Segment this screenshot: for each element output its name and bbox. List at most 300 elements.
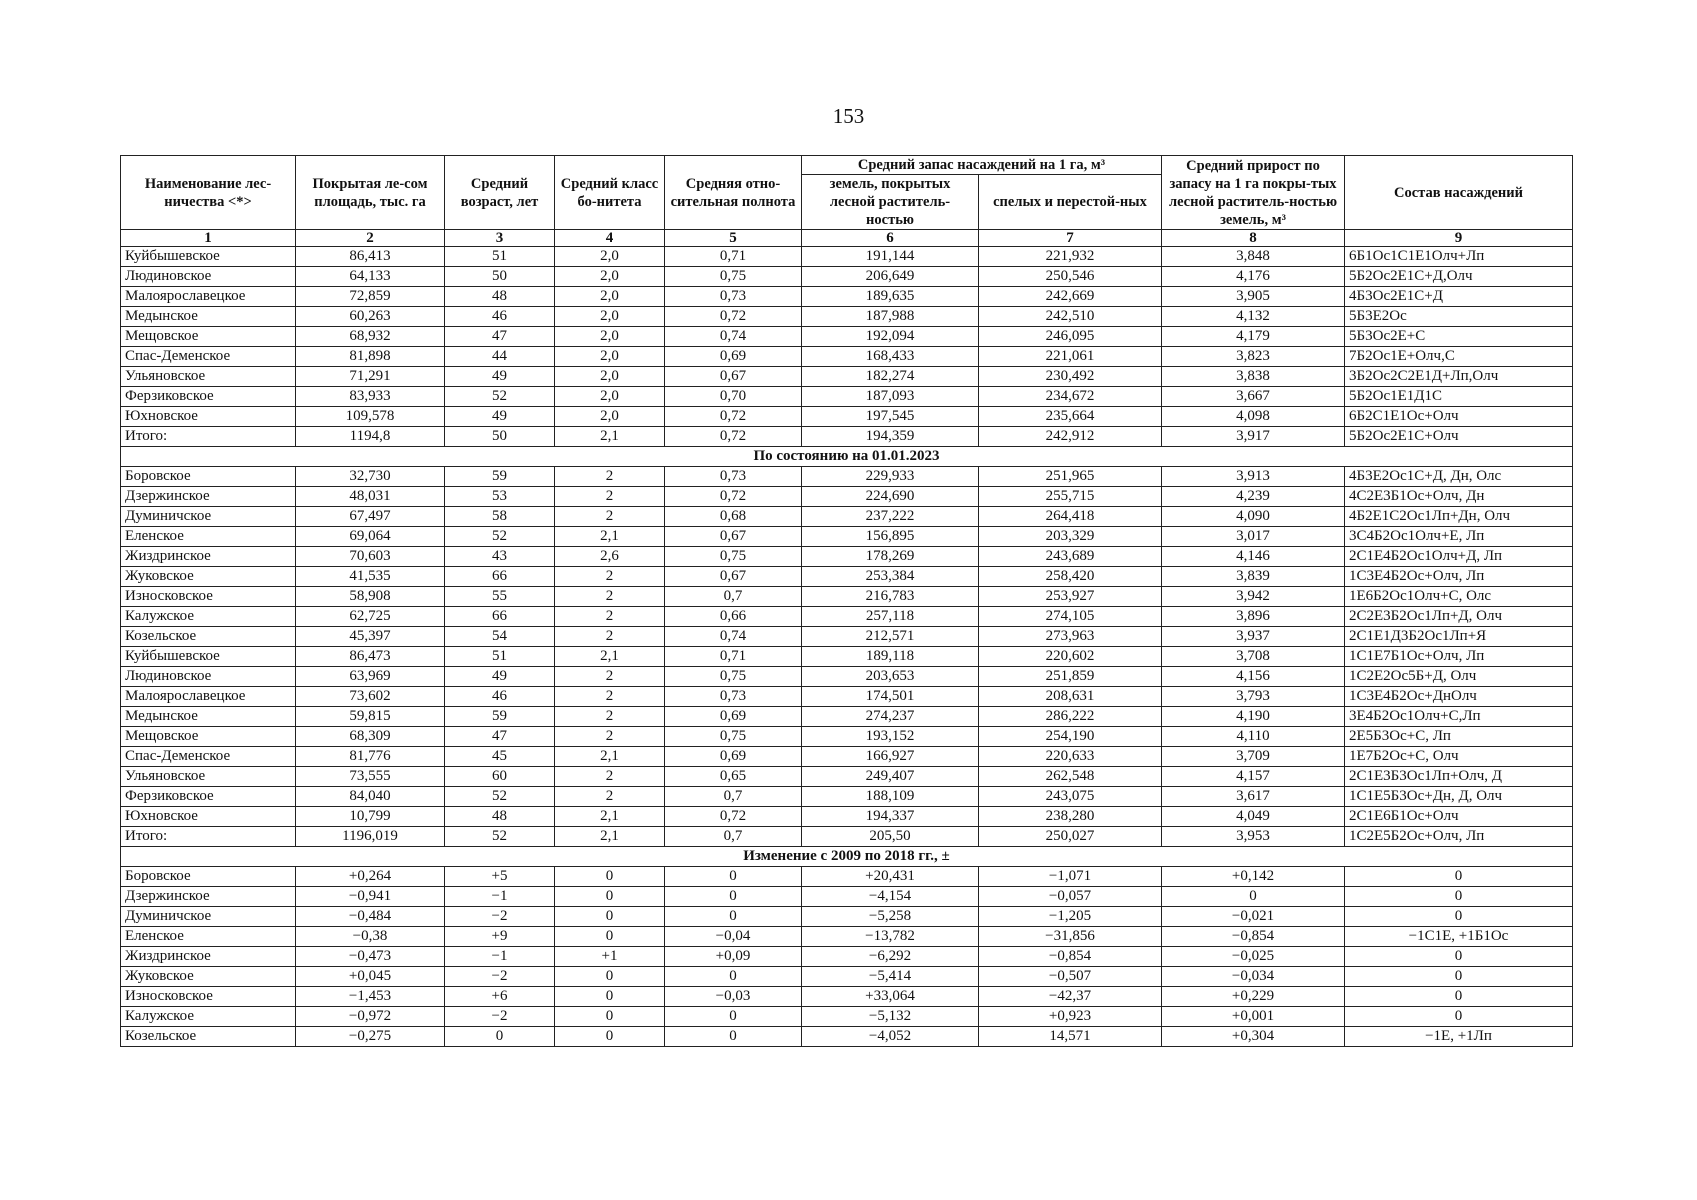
cell-stand-composition: 5Б2Ос2Е1С+Олч (1345, 427, 1573, 447)
table-header (121, 156, 1573, 247)
cell-bonitet-class: 0 (555, 867, 665, 887)
cell-forestry-name: Медынское (121, 307, 296, 327)
cell-average-growth: +0,142 (1162, 867, 1345, 887)
cell-average-growth: −0,021 (1162, 907, 1345, 927)
cell-bonitet-class: 2,6 (555, 547, 665, 567)
cell-stock-mature: 250,027 (979, 827, 1162, 847)
cell-forest-area: 64,133 (296, 267, 445, 287)
cell-stock-forested-land: 212,571 (802, 627, 979, 647)
cell-stock-mature: 273,963 (979, 627, 1162, 647)
cell-bonitet-class: 2,0 (555, 347, 665, 367)
cell-stand-composition: 0 (1345, 887, 1573, 907)
cell-bonitet-class: 2,1 (555, 807, 665, 827)
table-row (121, 467, 1573, 487)
cell-relative-density: 0,72 (665, 427, 802, 447)
cell-stock-forested-land: 166,927 (802, 747, 979, 767)
cell-bonitet-class: 0 (555, 967, 665, 987)
cell-relative-density: 0,72 (665, 487, 802, 507)
cell-average-growth: 4,049 (1162, 807, 1345, 827)
cell-stock-mature: 246,095 (979, 327, 1162, 347)
cell-stock-mature: 262,548 (979, 767, 1162, 787)
cell-average-growth: 4,179 (1162, 327, 1345, 347)
cell-forest-area: 67,497 (296, 507, 445, 527)
cell-stock-mature: 221,932 (979, 247, 1162, 267)
cell-stand-composition: 1С1Е5Б3Ос+Дн, Д, Олч (1345, 787, 1573, 807)
cell-forest-area: 73,602 (296, 687, 445, 707)
table-row (121, 807, 1573, 827)
cell-stock-forested-land: 205,50 (802, 827, 979, 847)
column-number: 5 (665, 230, 802, 247)
cell-bonitet-class: 2,1 (555, 827, 665, 847)
cell-stock-mature: −42,37 (979, 987, 1162, 1007)
cell-stand-composition: 4Б3Е2Ос1С+Д, Дн, Олс (1345, 467, 1573, 487)
cell-stock-mature: 264,418 (979, 507, 1162, 527)
cell-relative-density: 0,70 (665, 387, 802, 407)
cell-stock-forested-land: −13,782 (802, 927, 979, 947)
cell-bonitet-class: 0 (555, 907, 665, 927)
forestry-table (120, 155, 1573, 1047)
cell-relative-density: 0 (665, 867, 802, 887)
cell-stand-composition: 0 (1345, 867, 1573, 887)
cell-bonitet-class: 2 (555, 727, 665, 747)
section-3-title-body (121, 847, 1573, 867)
column-number: 3 (445, 230, 555, 247)
cell-stock-mature: 243,075 (979, 787, 1162, 807)
cell-stock-mature: 255,715 (979, 487, 1162, 507)
table-row (121, 307, 1573, 327)
section-2-title: По состоянию на 01.01.2023 (121, 447, 1573, 467)
cell-bonitet-class: 2 (555, 707, 665, 727)
cell-forest-area: −1,453 (296, 987, 445, 1007)
cell-stock-forested-land: 192,094 (802, 327, 979, 347)
cell-stock-forested-land: 194,359 (802, 427, 979, 447)
cell-stand-composition: 1С3Е4Б2Ос+Олч, Лп (1345, 567, 1573, 587)
cell-bonitet-class: 2 (555, 767, 665, 787)
cell-forestry-name: Спас-Деменское (121, 747, 296, 767)
cell-forest-area: 109,578 (296, 407, 445, 427)
cell-average-age: 49 (445, 367, 555, 387)
cell-stock-forested-land: 194,337 (802, 807, 979, 827)
table-row (121, 827, 1573, 847)
cell-forest-area: −0,473 (296, 947, 445, 967)
table-row (121, 287, 1573, 307)
cell-stock-forested-land: 189,118 (802, 647, 979, 667)
cell-stand-composition: 2Е5Б3Ос+С, Лп (1345, 727, 1573, 747)
cell-stand-composition: 4Б2Е1С2Ос1Лп+Дн, Олч (1345, 507, 1573, 527)
cell-bonitet-class: 0 (555, 1007, 665, 1027)
cell-forestry-name: Итого: (121, 427, 296, 447)
cell-stand-composition: 2С1Е4Б2Ос1Олч+Д, Лп (1345, 547, 1573, 567)
cell-forest-area: +0,045 (296, 967, 445, 987)
cell-stock-forested-land: 182,274 (802, 367, 979, 387)
table-row (121, 247, 1573, 267)
cell-average-growth: 3,708 (1162, 647, 1345, 667)
cell-forest-area: 84,040 (296, 787, 445, 807)
section-3-body (121, 867, 1573, 1047)
cell-average-growth: 3,839 (1162, 567, 1345, 587)
cell-stock-forested-land: 174,501 (802, 687, 979, 707)
cell-stock-mature: 230,492 (979, 367, 1162, 387)
table-row (121, 867, 1573, 887)
cell-relative-density: 0 (665, 967, 802, 987)
header-bonitet-class: Средний класс бо-нитета (555, 156, 665, 230)
header-forest-area: Покрытая ле-сом площадь, тыс. га (296, 156, 445, 230)
table-row (121, 747, 1573, 767)
cell-average-age: 50 (445, 267, 555, 287)
cell-average-age: −1 (445, 887, 555, 907)
cell-stock-forested-land: +20,431 (802, 867, 979, 887)
cell-stock-forested-land: −5,258 (802, 907, 979, 927)
cell-stock-forested-land: 197,545 (802, 407, 979, 427)
cell-average-growth: 4,132 (1162, 307, 1345, 327)
cell-forest-area: +0,264 (296, 867, 445, 887)
cell-stock-mature: 253,927 (979, 587, 1162, 607)
cell-average-growth: −0,854 (1162, 927, 1345, 947)
cell-stock-mature: −1,071 (979, 867, 1162, 887)
cell-average-growth: 4,110 (1162, 727, 1345, 747)
table-row (121, 607, 1573, 627)
cell-stock-mature: 254,190 (979, 727, 1162, 747)
cell-average-growth: 3,913 (1162, 467, 1345, 487)
cell-bonitet-class: 2,1 (555, 747, 665, 767)
cell-stock-mature: 251,965 (979, 467, 1162, 487)
cell-average-growth: 3,017 (1162, 527, 1345, 547)
cell-average-growth: +0,001 (1162, 1007, 1345, 1027)
cell-average-age: 54 (445, 627, 555, 647)
cell-relative-density: 0,74 (665, 627, 802, 647)
cell-stock-forested-land: 156,895 (802, 527, 979, 547)
cell-stand-composition: 5Б2Ос2Е1С+Д,Олч (1345, 267, 1573, 287)
cell-average-age: 52 (445, 827, 555, 847)
cell-average-age: 52 (445, 527, 555, 547)
cell-forest-area: 71,291 (296, 367, 445, 387)
cell-forestry-name: Ульяновское (121, 367, 296, 387)
table-row (121, 327, 1573, 347)
cell-stock-forested-land: 178,269 (802, 547, 979, 567)
cell-forest-area: −0,972 (296, 1007, 445, 1027)
cell-relative-density: 0,75 (665, 547, 802, 567)
cell-forest-area: 1196,019 (296, 827, 445, 847)
cell-stand-composition: 1Е6Б2Ос1Олч+С, Олс (1345, 587, 1573, 607)
cell-average-age: 0 (445, 1027, 555, 1047)
cell-average-growth: 3,838 (1162, 367, 1345, 387)
cell-forest-area: 70,603 (296, 547, 445, 567)
table-row (121, 887, 1573, 907)
cell-relative-density: 0,72 (665, 307, 802, 327)
cell-average-growth: 4,239 (1162, 487, 1345, 507)
cell-forestry-name: Итого: (121, 827, 296, 847)
cell-average-age: +9 (445, 927, 555, 947)
cell-stock-mature: 242,912 (979, 427, 1162, 447)
cell-relative-density: 0,74 (665, 327, 802, 347)
cell-average-growth: 3,953 (1162, 827, 1345, 847)
cell-forestry-name: Куйбышевское (121, 647, 296, 667)
table-row (121, 567, 1573, 587)
cell-stock-mature: 274,105 (979, 607, 1162, 627)
cell-average-age: 52 (445, 787, 555, 807)
cell-bonitet-class: 2,1 (555, 527, 665, 547)
table-row (121, 987, 1573, 1007)
cell-forestry-name: Жиздринское (121, 547, 296, 567)
cell-forestry-name: Жиздринское (121, 947, 296, 967)
table-row (121, 367, 1573, 387)
cell-forestry-name: Спас-Деменское (121, 347, 296, 367)
cell-stock-mature: 234,672 (979, 387, 1162, 407)
cell-stand-composition: 2С1Е1Д3Б2Ос1Лп+Я (1345, 627, 1573, 647)
cell-stock-forested-land: 189,635 (802, 287, 979, 307)
cell-average-age: 48 (445, 807, 555, 827)
table-row (121, 667, 1573, 687)
cell-stock-mature: −0,854 (979, 947, 1162, 967)
header-forestry-name: Наименование лес-ничества <*> (121, 156, 296, 230)
cell-forest-area: 1194,8 (296, 427, 445, 447)
column-number: 6 (802, 230, 979, 247)
cell-stock-mature: −1,205 (979, 907, 1162, 927)
cell-average-growth: 4,146 (1162, 547, 1345, 567)
cell-average-growth: 0 (1162, 887, 1345, 907)
cell-relative-density: 0,67 (665, 367, 802, 387)
cell-bonitet-class: 0 (555, 887, 665, 907)
column-number: 8 (1162, 230, 1345, 247)
cell-stock-forested-land: −5,132 (802, 1007, 979, 1027)
cell-forest-area: −0,275 (296, 1027, 445, 1047)
cell-average-growth: +0,229 (1162, 987, 1345, 1007)
section-2-body (121, 467, 1573, 847)
cell-forestry-name: Малоярославецкое (121, 687, 296, 707)
cell-stand-composition: 6Б2С1Е1Ос+Олч (1345, 407, 1573, 427)
cell-average-age: 44 (445, 347, 555, 367)
cell-stand-composition: 1С2Е5Б2Ос+Олч, Лп (1345, 827, 1573, 847)
table-row (121, 487, 1573, 507)
cell-average-growth: 3,848 (1162, 247, 1345, 267)
header-average-growth: Средний прирост по запасу на 1 га покры-тых лесной раститель-ностью земель, м³ (1162, 156, 1345, 230)
cell-forestry-name: Жуковское (121, 567, 296, 587)
cell-stand-composition: 3Б2Ос2С2Е1Д+Лп,Олч (1345, 367, 1573, 387)
cell-stand-composition: 1С2Е2Ос5Б+Д, Олч (1345, 667, 1573, 687)
cell-average-age: 51 (445, 247, 555, 267)
cell-forestry-name: Ферзиковское (121, 787, 296, 807)
cell-relative-density: 0,69 (665, 747, 802, 767)
table-row (121, 787, 1573, 807)
table-row (121, 727, 1573, 747)
table-row (121, 687, 1573, 707)
cell-forestry-name: Юхновское (121, 407, 296, 427)
cell-average-age: 66 (445, 607, 555, 627)
cell-forestry-name: Износковское (121, 987, 296, 1007)
cell-forestry-name: Жуковское (121, 967, 296, 987)
cell-forestry-name: Куйбышевское (121, 247, 296, 267)
cell-stock-mature: 221,061 (979, 347, 1162, 367)
cell-stock-forested-land: 249,407 (802, 767, 979, 787)
cell-forest-area: 83,933 (296, 387, 445, 407)
cell-bonitet-class: 2,0 (555, 407, 665, 427)
cell-stand-composition: 4Б3Ос2Е1С+Д (1345, 287, 1573, 307)
cell-relative-density: 0,71 (665, 247, 802, 267)
cell-bonitet-class: 2 (555, 687, 665, 707)
cell-forestry-name: Износковское (121, 587, 296, 607)
cell-forestry-name: Боровское (121, 867, 296, 887)
cell-forestry-name: Еленское (121, 927, 296, 947)
cell-average-age: −2 (445, 967, 555, 987)
cell-stand-composition: 5Б2Ос1Е1Д1С (1345, 387, 1573, 407)
cell-forestry-name: Козельское (121, 1027, 296, 1047)
column-number: 4 (555, 230, 665, 247)
cell-stand-composition: 0 (1345, 987, 1573, 1007)
cell-forest-area: 59,815 (296, 707, 445, 727)
page-number: 153 (832, 104, 865, 128)
cell-relative-density: 0,66 (665, 607, 802, 627)
cell-stand-composition: 2С1Е6Б1Ос+Олч (1345, 807, 1573, 827)
cell-stock-mature: 14,571 (979, 1027, 1162, 1047)
cell-average-growth: −0,025 (1162, 947, 1345, 967)
cell-forestry-name: Юхновское (121, 807, 296, 827)
cell-forest-area: 58,908 (296, 587, 445, 607)
table-row (121, 347, 1573, 367)
cell-stock-mature: −0,057 (979, 887, 1162, 907)
cell-stock-mature: 220,633 (979, 747, 1162, 767)
section-3-title: Изменение с 2009 по 2018 гг., ± (121, 847, 1573, 867)
cell-forestry-name: Думиничское (121, 907, 296, 927)
cell-average-age: 59 (445, 467, 555, 487)
cell-stock-forested-land: +33,064 (802, 987, 979, 1007)
table-row (121, 647, 1573, 667)
cell-stock-forested-land: 187,093 (802, 387, 979, 407)
cell-stand-composition: 5Б3Е2Ос (1345, 307, 1573, 327)
cell-stand-composition: 2С2Е3Б2Ос1Лп+Д, Олч (1345, 607, 1573, 627)
cell-average-growth: 3,823 (1162, 347, 1345, 367)
cell-average-age: −1 (445, 947, 555, 967)
cell-forestry-name: Еленское (121, 527, 296, 547)
cell-stock-forested-land: 224,690 (802, 487, 979, 507)
cell-stock-forested-land: 253,384 (802, 567, 979, 587)
cell-forest-area: 81,776 (296, 747, 445, 767)
cell-stand-composition: 0 (1345, 967, 1573, 987)
cell-average-growth: 4,190 (1162, 707, 1345, 727)
cell-bonitet-class: 2 (555, 507, 665, 527)
cell-forestry-name: Дзержинское (121, 887, 296, 907)
cell-average-age: 52 (445, 387, 555, 407)
cell-average-age: 66 (445, 567, 555, 587)
cell-forestry-name: Мещовское (121, 327, 296, 347)
table-row (121, 587, 1573, 607)
header-stock-mature: спелых и перестой-ных (979, 175, 1162, 230)
cell-stock-mature: 251,859 (979, 667, 1162, 687)
cell-average-age: +5 (445, 867, 555, 887)
cell-bonitet-class: 2,1 (555, 647, 665, 667)
cell-stock-mature: +0,923 (979, 1007, 1162, 1027)
cell-relative-density: −0,04 (665, 927, 802, 947)
cell-forest-area: 63,969 (296, 667, 445, 687)
cell-stand-composition: 0 (1345, 947, 1573, 967)
section-1-body (121, 247, 1573, 447)
cell-relative-density: 0,75 (665, 267, 802, 287)
table-row (121, 767, 1573, 787)
column-number: 9 (1345, 230, 1573, 247)
cell-stand-composition: 7Б2Ос1Е+Олч,С (1345, 347, 1573, 367)
cell-bonitet-class: 0 (555, 927, 665, 947)
cell-bonitet-class: 0 (555, 1027, 665, 1047)
cell-stand-composition: 6Б1Ос1С1Е1Олч+Лп (1345, 247, 1573, 267)
table-row (121, 907, 1573, 927)
cell-stock-forested-land: 206,649 (802, 267, 979, 287)
cell-bonitet-class: 2,0 (555, 267, 665, 287)
cell-average-growth: −0,034 (1162, 967, 1345, 987)
table-row (121, 407, 1573, 427)
cell-average-age: −2 (445, 1007, 555, 1027)
cell-bonitet-class: 2,0 (555, 327, 665, 347)
cell-forest-area: −0,38 (296, 927, 445, 947)
cell-stock-forested-land: −4,052 (802, 1027, 979, 1047)
cell-average-growth: 3,942 (1162, 587, 1345, 607)
cell-average-age: 51 (445, 647, 555, 667)
cell-average-growth: 4,098 (1162, 407, 1345, 427)
header-relative-density: Средняя отно-сительная полнота (665, 156, 802, 230)
cell-average-growth: 3,917 (1162, 427, 1345, 447)
cell-forest-area: 69,064 (296, 527, 445, 547)
cell-average-growth: 4,156 (1162, 667, 1345, 687)
cell-average-age: 43 (445, 547, 555, 567)
cell-average-age: 60 (445, 767, 555, 787)
table-row (121, 427, 1573, 447)
table-row (121, 927, 1573, 947)
cell-stand-composition: 0 (1345, 1007, 1573, 1027)
cell-bonitet-class: 2 (555, 607, 665, 627)
cell-forestry-name: Калужское (121, 607, 296, 627)
cell-relative-density: 0,69 (665, 347, 802, 367)
cell-relative-density: 0,75 (665, 667, 802, 687)
cell-stand-composition: 5Б3Ос2Е+С (1345, 327, 1573, 347)
cell-average-growth: 3,709 (1162, 747, 1345, 767)
cell-bonitet-class: 0 (555, 987, 665, 1007)
table-row (121, 947, 1573, 967)
cell-relative-density: 0,73 (665, 467, 802, 487)
cell-stock-forested-land: −6,292 (802, 947, 979, 967)
cell-bonitet-class: 2 (555, 567, 665, 587)
cell-forestry-name: Людиновское (121, 667, 296, 687)
cell-bonitet-class: 2,0 (555, 247, 665, 267)
cell-stock-mature: 242,669 (979, 287, 1162, 307)
cell-average-age: 46 (445, 307, 555, 327)
cell-average-growth: 3,667 (1162, 387, 1345, 407)
cell-stock-mature: 208,631 (979, 687, 1162, 707)
cell-bonitet-class: 2,0 (555, 307, 665, 327)
cell-stand-composition: 1С3Е4Б2Ос+ДнОлч (1345, 687, 1573, 707)
cell-relative-density: 0,75 (665, 727, 802, 747)
table-row (121, 547, 1573, 567)
cell-stand-composition: 1С1Е7Б1Ос+Олч, Лп (1345, 647, 1573, 667)
cell-bonitet-class: 2,0 (555, 367, 665, 387)
cell-stock-forested-land: 257,118 (802, 607, 979, 627)
table-row (121, 707, 1573, 727)
cell-forest-area: 86,473 (296, 647, 445, 667)
cell-bonitet-class: 2,0 (555, 387, 665, 407)
table-row (121, 507, 1573, 527)
cell-relative-density: 0,72 (665, 407, 802, 427)
cell-stock-mature: 243,689 (979, 547, 1162, 567)
cell-relative-density: 0,68 (665, 507, 802, 527)
table-row (121, 267, 1573, 287)
cell-average-age: 53 (445, 487, 555, 507)
cell-stock-forested-land: 187,988 (802, 307, 979, 327)
cell-stand-composition: 3С4Б2Ос1Олч+Е, Лп (1345, 527, 1573, 547)
cell-bonitet-class: 2 (555, 667, 665, 687)
cell-average-growth: 3,896 (1162, 607, 1345, 627)
cell-bonitet-class: 2,0 (555, 287, 665, 307)
section-2-title-body (121, 447, 1573, 467)
cell-stock-forested-land: 193,152 (802, 727, 979, 747)
cell-relative-density: 0 (665, 907, 802, 927)
cell-average-age: −2 (445, 907, 555, 927)
